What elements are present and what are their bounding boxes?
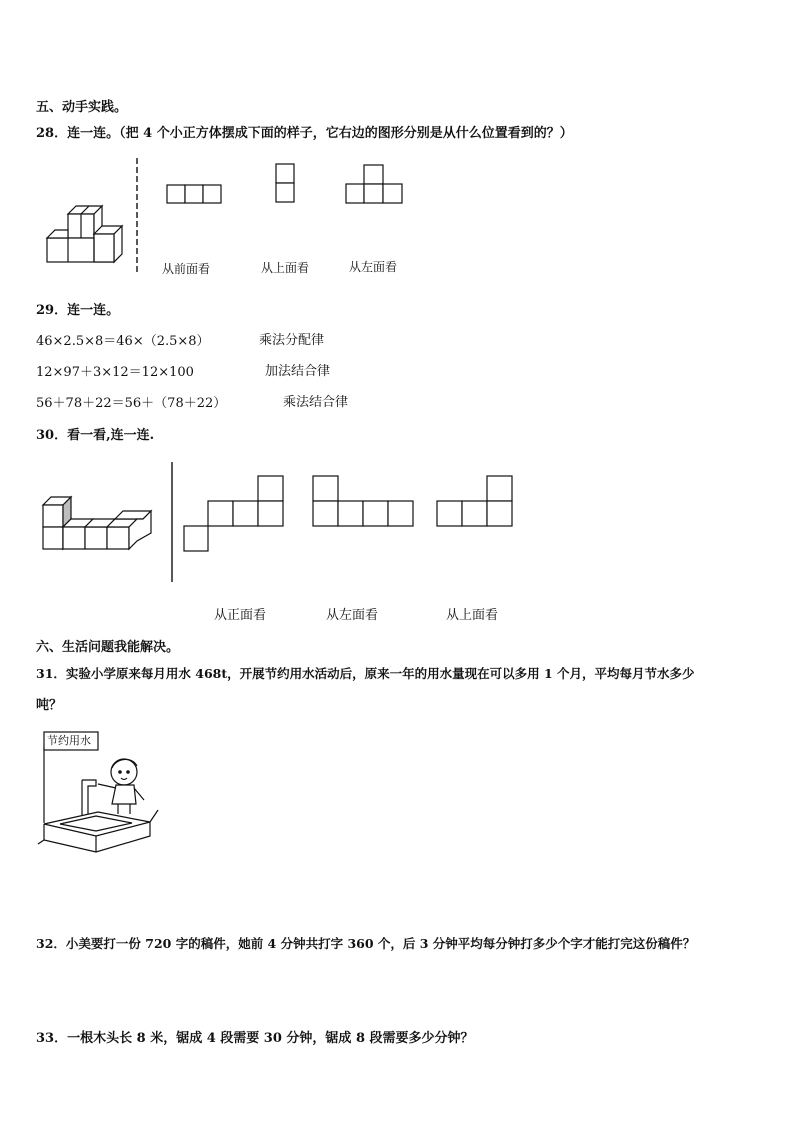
q30-view-figure-1 <box>183 475 285 553</box>
question-31-line-2: 吨？ <box>36 698 63 713</box>
q28-view-t-shape <box>345 164 403 204</box>
q28-label-top: 从上面看 <box>261 261 310 275</box>
q28-label-front: 从前面看 <box>162 262 211 276</box>
q29-expression-2: 12×97＋3×12＝12×100 <box>36 365 194 380</box>
q28-dashed-divider <box>134 158 140 276</box>
question-31-line-1: 31．实验小学原来每月用水 468t，开展节约用水活动后，原来一年的用水量现在可以多用 1 个月，平均每月节水多少 <box>36 666 695 681</box>
section-5-title: 五、动手实践。 <box>36 100 128 115</box>
question-28-text: 28．连一连。（把 4 个小正方体摆成下面的样子，它右边的图形分别是从什么位置看到的？） <box>36 126 573 141</box>
question-29-title: 29．连一连。 <box>36 303 120 318</box>
q30-cube-arrangement-figure <box>42 496 154 552</box>
q28-label-left: 从左面看 <box>349 260 398 274</box>
q29-expression-1: 46×2.5×8＝46×（2.5×8） <box>36 334 210 349</box>
q29-expression-3: 56＋78＋22＝56＋（78＋22） <box>36 396 227 411</box>
q28-view-two-stacked <box>275 163 295 203</box>
q30-view-figure-3 <box>436 475 514 527</box>
q30-view-figure-2 <box>312 475 414 527</box>
q30-label-front: 从正面看 <box>214 608 267 623</box>
q28-cube-stack-figure <box>40 198 130 268</box>
q30-label-top: 从上面看 <box>446 608 499 623</box>
q28-view-three-squares <box>166 184 222 204</box>
q29-law-2: 加法结合律 <box>265 364 331 379</box>
q30-vertical-divider <box>170 462 174 584</box>
q29-law-3: 乘法结合律 <box>283 395 349 410</box>
q30-label-left: 从左面看 <box>326 608 379 623</box>
question-32-text: 32．小美要打一份 720 字的稿件，她前 4 分钟共打字 360 个，后 3 分钟平均每分钟打多少个字才能打完这份稿件？ <box>36 936 696 951</box>
question-30-title: 30．看一看,连一连. <box>36 428 155 443</box>
water-saving-sign-text: 节约用水 <box>47 734 91 747</box>
section-6-title: 六、生活问题我能解决。 <box>36 640 180 655</box>
question-33-text: 33．一根木头长 8 米，锯成 4 段需要 30 分钟，锯成 8 段需要多少分钟？ <box>36 1031 474 1046</box>
q29-law-1: 乘法分配律 <box>259 333 325 348</box>
